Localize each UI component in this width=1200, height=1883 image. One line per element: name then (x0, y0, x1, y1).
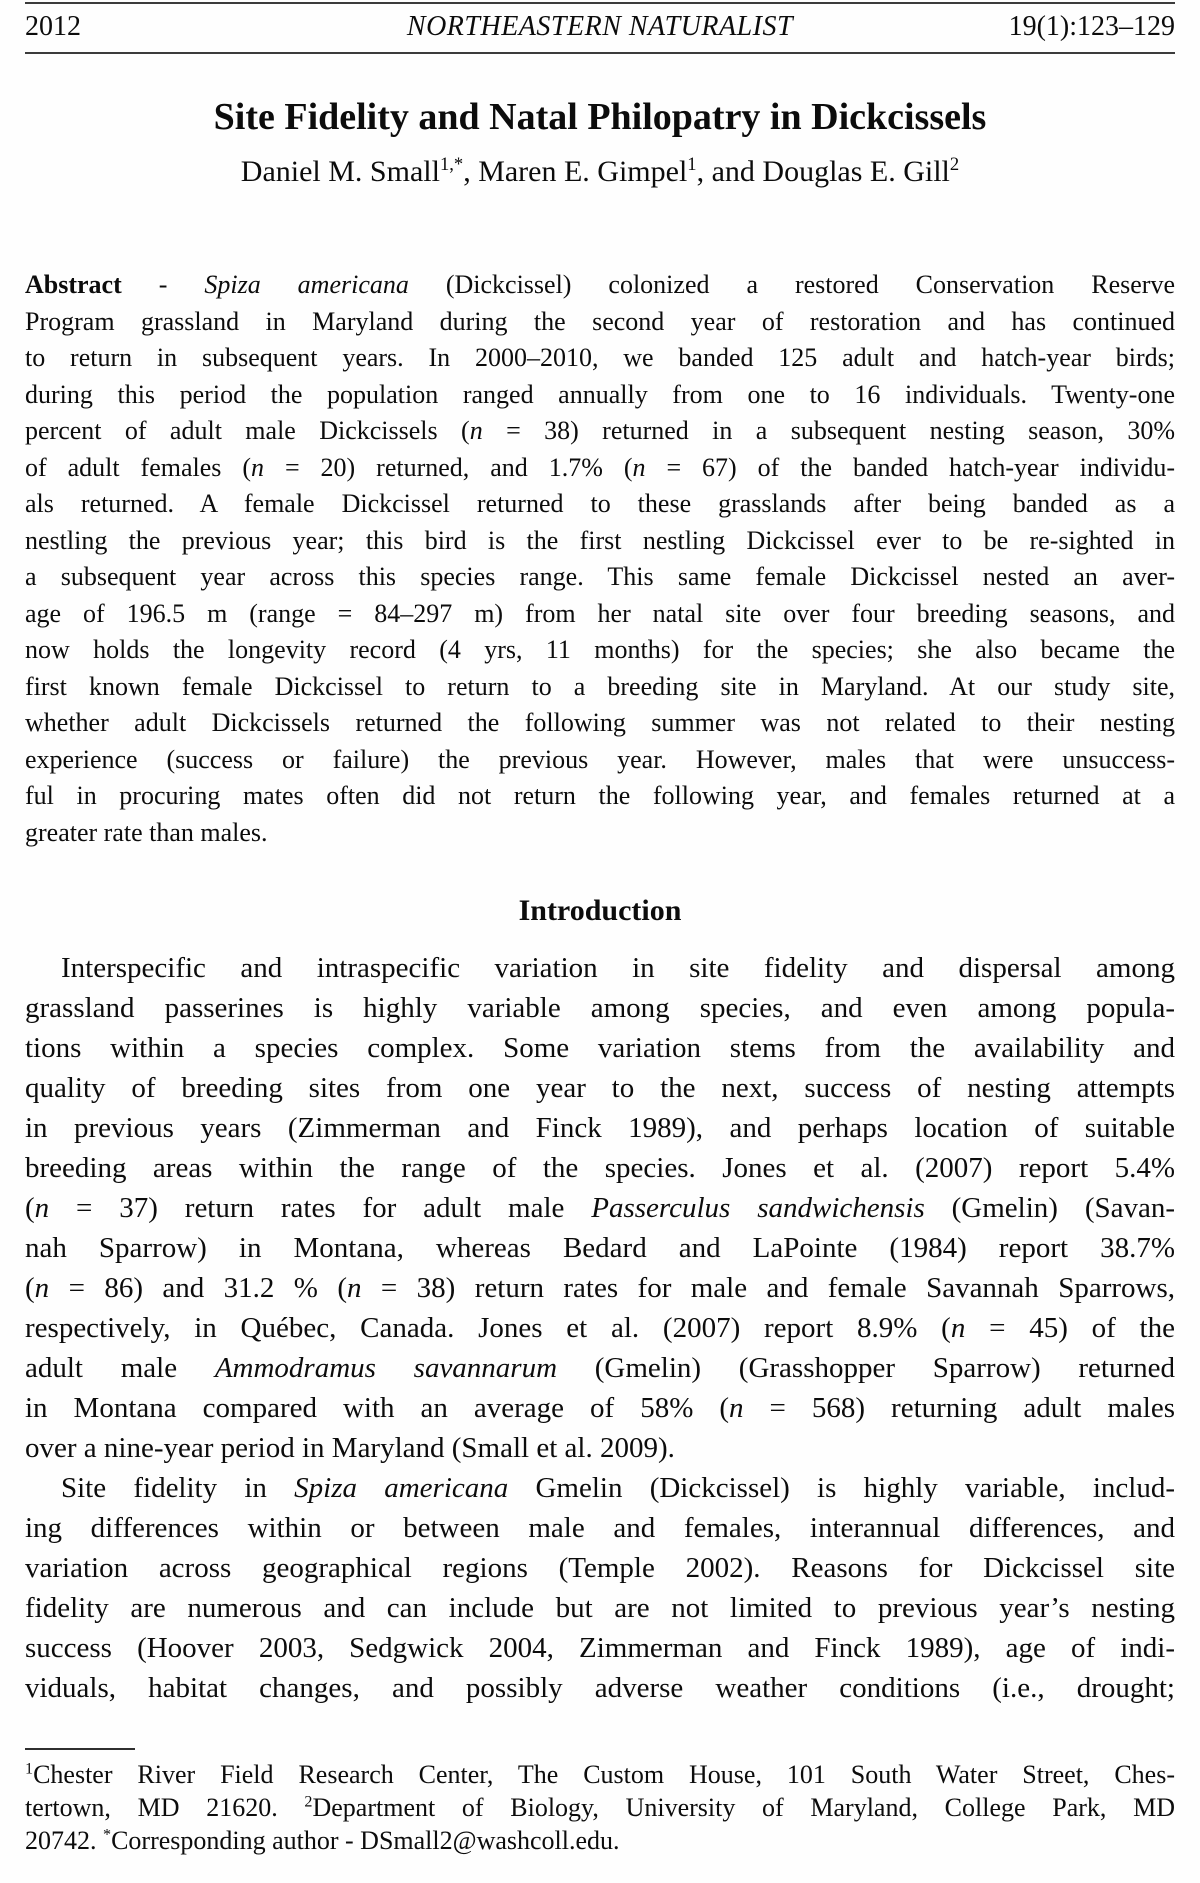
text-line (25, 1388, 1175, 1428)
text-segment: success (Hoover 2003, Sedgwick 2004, Zimmerman and Finck 1989), age of indi- (25, 1632, 1175, 1664)
section-heading-introduction: Introduction (518, 894, 682, 927)
text-line (25, 486, 1175, 523)
text-line (25, 1588, 1175, 1628)
text-segment: - (121, 270, 205, 299)
text-segment: als returned. A female Dickcissel returned to these grasslands after being banded as a (25, 489, 1175, 518)
text-line (25, 413, 1175, 450)
bold-text: Abstract (25, 270, 122, 299)
text-line (25, 948, 1175, 988)
text-segment: = 45) of the (965, 1312, 1175, 1344)
text-segment: viduals, habitat changes, and possibly adverse weather conditions (i.e., drought; (25, 1672, 1175, 1704)
text-segment: ( (25, 1272, 35, 1304)
italic-species-name: n (251, 452, 264, 482)
text-line (25, 1108, 1175, 1148)
text-segment: , Maren E. Gimpel (463, 155, 688, 188)
text-segment: to return in subsequent years. In 2000–2010, we banded 125 adult and hatch-year birds; (25, 343, 1175, 372)
text-segment: during this period the population ranged annually from one to 16 individuals. Twenty-one (25, 379, 1175, 409)
text-segment: = 20) returned, and 1.7% ( (264, 452, 633, 482)
superscript: 2 (304, 1793, 313, 1811)
text-segment: 20742. (25, 1826, 103, 1855)
text-segment: grassland passerines is highly variable among species, and even among popula- (25, 992, 1175, 1024)
footnote-block (25, 1758, 1175, 1857)
text-line (25, 1068, 1175, 1108)
journal-name: NORTHEASTERN NATURALIST (406, 11, 794, 42)
text-line (25, 705, 1175, 742)
text-segment: ( (25, 1192, 35, 1224)
running-header (25, 2, 1175, 54)
text-line (25, 1548, 1175, 1588)
text-segment: = 67) of the banded hatch-year individu- (645, 452, 1175, 482)
text-segment: (Gmelin) (Savan- (924, 1192, 1176, 1224)
text-segment: whether adult Dickcissels returned the following summer was not related to their nesting (25, 708, 1175, 737)
footnote-rule (25, 1748, 135, 1750)
italic-species-name: n (632, 452, 646, 482)
text-segment: of adult females ( (25, 452, 251, 482)
text-segment: now holds the longevity record (4 yrs, 11 months) for the species; she also became the (25, 635, 1175, 664)
italic-species-name: n (347, 1272, 362, 1304)
text-line (25, 1148, 1175, 1188)
italic-species-name: n (34, 1192, 50, 1224)
text-segment: in previous years (Zimmerman and Finck 1989), and perhaps location of suitable (25, 1112, 1175, 1144)
authors-line (25, 154, 1175, 190)
superscript: 1,* (439, 154, 464, 175)
italic-species-name: n (729, 1392, 744, 1424)
text-segment: = 568) returning adult males (743, 1392, 1175, 1424)
text-line (25, 1508, 1175, 1548)
text-line (25, 1308, 1175, 1348)
text-segment: first known female Dickcissel to return to a breeding site in Maryland. At our study site, (25, 671, 1175, 701)
text-segment: ful in procuring mates often did not return the following year, and females returned at a (25, 781, 1175, 810)
text-line (25, 1228, 1175, 1268)
text-line (25, 340, 1175, 377)
text-segment: percent of adult male Dickcissels ( (25, 416, 470, 445)
text-segment: nah Sparrow) in Montana, whereas Bedard and LaPointe (1984) report 38.7% (25, 1232, 1175, 1264)
text-segment: age of 196.5 m (range = 84–297 m) from her natal site over four breeding seasons, and (25, 598, 1175, 628)
text-segment: experience (success or failure) the previous year. However, males that were unsuccess- (25, 744, 1175, 774)
italic-species-name: n (469, 416, 483, 445)
superscript: 1 (687, 154, 697, 175)
text-line (25, 742, 1175, 779)
text-segment: breeding areas within the range of the species. Jones et al. (2007) report 5.4% (25, 1152, 1175, 1184)
text-segment: Department of Biology, University of Maryland, College Park, MD (312, 1793, 1175, 1822)
italic-species-name: Spiza americana (294, 1472, 509, 1504)
abstract-block (25, 267, 1175, 851)
superscript: 1 (25, 1760, 34, 1778)
text-line (25, 1668, 1175, 1708)
intro-paragraph-1 (25, 948, 1175, 1468)
text-line (25, 1188, 1175, 1228)
article-title: Site Fidelity and Natal Philopatry in Dickcissels (213, 96, 987, 138)
text-segment: = 38) return rates for male and female Savannah Sparrows, (361, 1272, 1175, 1304)
text-segment: (Gmelin) (Grasshopper Sparrow) returned (557, 1352, 1176, 1384)
text-segment: fidelity are numerous and can include but are not limited to previous year’s nesting (25, 1592, 1175, 1624)
superscript: * (103, 1826, 112, 1844)
text-segment: a subsequent year across this species range. This same female Dickcissel nested an aver- (25, 562, 1175, 591)
header-citation: 19(1):123–129 (1008, 11, 1175, 42)
text-segment: Program grassland in Maryland during the second year of restoration and has continued (25, 306, 1175, 336)
text-line (25, 267, 1175, 304)
text-line (25, 559, 1175, 596)
text-line (25, 815, 1175, 852)
text-line (25, 632, 1175, 669)
italic-species-name: n (34, 1272, 50, 1304)
text-line (25, 1628, 1175, 1668)
text-line (25, 1348, 1175, 1388)
text-segment: = 38) returned in a subsequent nesting season, 30% (482, 416, 1175, 445)
superscript: 2 (949, 154, 960, 175)
text-line (25, 1468, 1175, 1508)
text-line (25, 1791, 1175, 1824)
text-line (25, 778, 1175, 815)
text-line (25, 523, 1175, 560)
text-segment: nestling the previous year; this bird is the first nestling Dickcissel ever to be re-sighted in (25, 525, 1175, 555)
intro-paragraph-2 (25, 1468, 1175, 1708)
text-segment: Chester River Field Research Center, The Custom House, 101 South Water Street, Ches- (33, 1760, 1175, 1789)
text-line (25, 988, 1175, 1028)
italic-species-name: n (950, 1312, 966, 1344)
text-segment: over a nine-year period in Maryland (Small et al. 2009). (25, 1432, 675, 1464)
text-line (25, 1758, 1175, 1791)
text-line (25, 669, 1175, 706)
text-line (25, 1824, 1175, 1857)
text-segment: Corresponding author - DSmall2@washcoll.edu. (111, 1826, 620, 1855)
text-segment: Gmelin (Dickcissel) is highly variable, includ- (508, 1472, 1175, 1504)
text-segment: greater rate than males. (25, 817, 268, 847)
text-segment: ing differences within or between male and females, interannual differences, and (25, 1512, 1175, 1544)
text-segment: tertown, MD 21620. (25, 1793, 305, 1822)
text-line (25, 450, 1175, 487)
text-line (25, 304, 1175, 341)
italic-species-name: Ammodramus savannarum (214, 1352, 558, 1384)
text-segment: adult male (25, 1352, 215, 1384)
italic-species-name: Spiza americana (204, 270, 409, 299)
text-line (25, 1028, 1175, 1068)
text-segment: = 86) and 31.2 % ( (49, 1272, 348, 1304)
text-segment: quality of breeding sites from one year to the next, success of nesting attempts (25, 1072, 1175, 1104)
text-segment: respectively, in Québec, Canada. Jones et al. (2007) report 8.9% ( (25, 1312, 951, 1344)
text-line (25, 1268, 1175, 1308)
text-line (25, 1428, 1175, 1468)
text-segment: Daniel M. Small (240, 155, 440, 188)
text-segment: tions within a species complex. Some variation stems from the availability and (25, 1032, 1175, 1064)
text-line (25, 377, 1175, 414)
text-segment: variation across geographical regions (Temple 2002). Reasons for Dickcissel site (25, 1552, 1175, 1584)
header-year: 2012 (25, 11, 81, 42)
text-segment: in Montana compared with an average of 58% ( (25, 1392, 730, 1424)
text-segment: = 37) return rates for adult male (49, 1192, 592, 1224)
text-segment: Interspecific and intraspecific variation in site fidelity and dispersal among (61, 952, 1175, 984)
italic-species-name: Passerculus sandwichensis (591, 1192, 925, 1224)
text-segment: (Dickcissel) colonized a restored Conservation Reserve (408, 270, 1175, 299)
text-segment: , and Douglas E. Gill (696, 155, 950, 188)
text-line (25, 596, 1175, 633)
text-segment: Site fidelity in (61, 1472, 295, 1504)
